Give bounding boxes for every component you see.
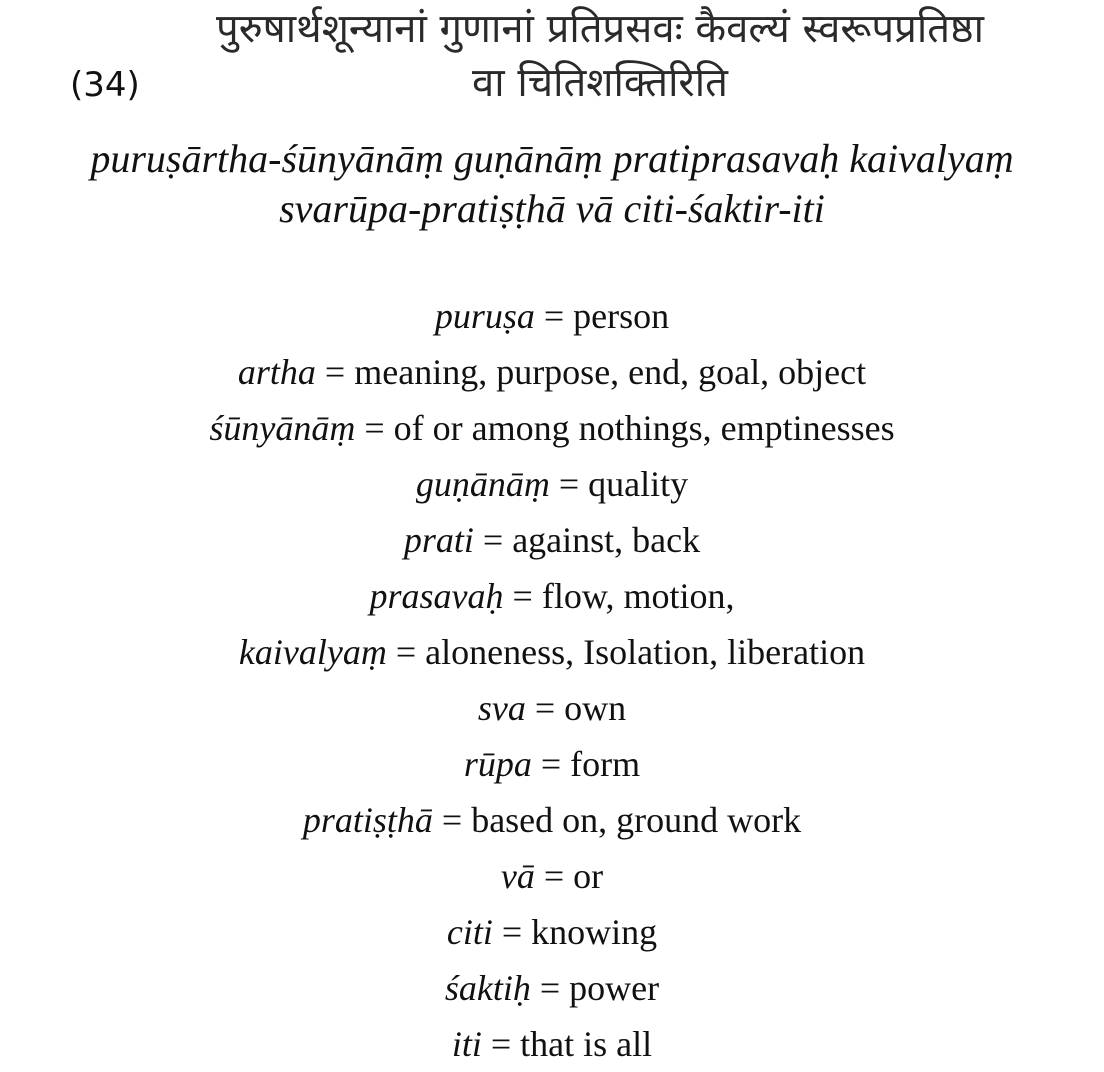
- glossary-term: iti: [451, 1024, 482, 1064]
- glossary-separator: =: [525, 688, 565, 728]
- glossary-term: rūpa: [463, 744, 532, 784]
- transliteration: [0, 134, 1104, 234]
- glossary-separator: =: [315, 352, 355, 392]
- glossary-meaning: form: [570, 744, 641, 784]
- glossary-meaning: quality: [588, 464, 689, 504]
- glossary-separator: =: [503, 576, 542, 616]
- glossary-entry: [0, 736, 1104, 792]
- glossary-entry: [0, 400, 1104, 456]
- sanskrit-verse: [130, 2, 1070, 110]
- glossary-meaning: power: [569, 968, 660, 1008]
- glossary-term: citi: [446, 912, 493, 952]
- glossary-term: vā: [500, 856, 535, 896]
- glossary-separator: =: [534, 856, 574, 896]
- glossary-meaning: that is all: [520, 1024, 653, 1064]
- glossary-term: prati: [403, 520, 474, 560]
- glossary-separator: =: [549, 464, 589, 504]
- glossary-meaning: flow, motion,: [541, 576, 735, 616]
- glossary-separator: =: [481, 1024, 521, 1064]
- glossary-meaning: or: [573, 856, 604, 896]
- glossary-separator: =: [473, 520, 513, 560]
- glossary-meaning: own: [564, 688, 627, 728]
- glossary-entry: [0, 960, 1104, 1016]
- sanskrit-line-2: वा चितिशक्तिरिति: [472, 60, 728, 106]
- glossary-entry: [0, 456, 1104, 512]
- glossary-entry: [0, 1016, 1104, 1072]
- glossary-separator: =: [355, 408, 394, 448]
- glossary-separator: =: [531, 744, 571, 784]
- transliteration-line-1: puruṣārtha-śūnyānāṃ guṇānāṃ pratiprasavaḥ kaivalyaṃ: [90, 136, 1014, 181]
- glossary-term: puruṣa: [434, 296, 535, 336]
- glossary-entry: [0, 792, 1104, 848]
- glossary-entry: [0, 848, 1104, 904]
- glossary-term: pratiṣṭhā: [302, 800, 433, 840]
- glossary-entry: [0, 680, 1104, 736]
- glossary-meaning: of or among nothings, emptinesses: [393, 408, 895, 448]
- word-glossary: [0, 288, 1104, 1072]
- sanskrit-line-1: पुरुषार्थशून्यानां गुणानां प्रतिप्रसवः कैवल्यं स्वरूपप्रतिष्ठा: [216, 6, 984, 52]
- glossary-meaning: knowing: [531, 912, 658, 952]
- glossary-separator: =: [432, 800, 472, 840]
- glossary-separator: =: [492, 912, 532, 952]
- glossary-entry: [0, 568, 1104, 624]
- glossary-entry: [0, 344, 1104, 400]
- glossary-term: sva: [477, 688, 526, 728]
- glossary-meaning: meaning, purpose, end, goal, object: [354, 352, 867, 392]
- glossary-term: kaivalyaṃ: [238, 632, 387, 672]
- glossary-term: śaktiḥ: [444, 968, 531, 1008]
- transliteration-line-2: svarūpa-pratiṣṭhā vā citi-śaktir-iti: [279, 186, 825, 231]
- glossary-entry: [0, 624, 1104, 680]
- glossary-entry: [0, 512, 1104, 568]
- glossary-meaning: aloneness, Isolation, liberation: [425, 632, 866, 672]
- glossary-term: śūnyānāṃ: [209, 408, 356, 448]
- glossary-separator: =: [534, 296, 574, 336]
- glossary-entry: [0, 288, 1104, 344]
- glossary-meaning: based on, ground work: [471, 800, 802, 840]
- glossary-term: guṇānāṃ: [415, 464, 550, 504]
- glossary-entry: [0, 904, 1104, 960]
- glossary-meaning: person: [573, 296, 670, 336]
- glossary-term: artha: [237, 352, 316, 392]
- verse-number: (34): [70, 65, 140, 105]
- glossary-separator: =: [386, 632, 426, 672]
- glossary-separator: =: [530, 968, 570, 1008]
- glossary-meaning: against, back: [512, 520, 701, 560]
- glossary-term: prasavaḥ: [369, 576, 504, 616]
